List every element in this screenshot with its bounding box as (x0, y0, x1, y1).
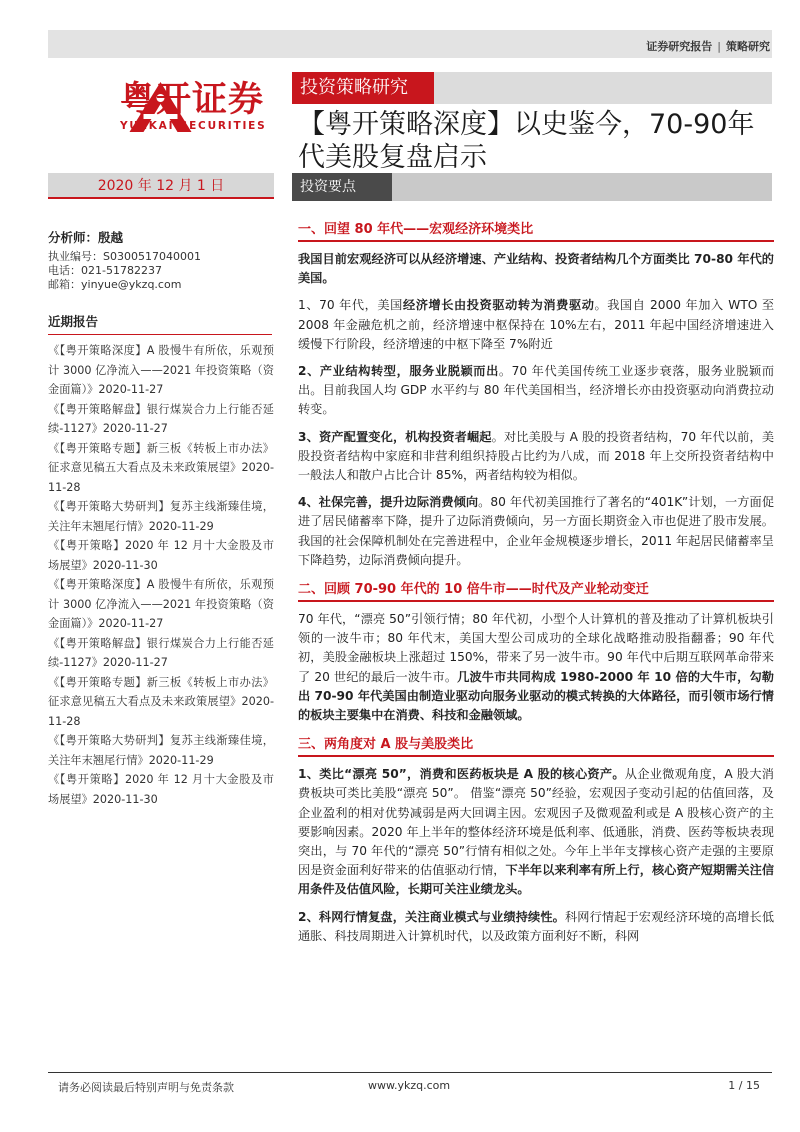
section-1-intro-text: 我国目前宏观经济可以从经济增速、产业结构、投资者结构几个方面类比 70-80 年代的美国。 (298, 252, 774, 286)
footer-divider (48, 1072, 772, 1073)
text-run: 。70 年代美国传统工业逐步衰落，服务业脱颖而出。目前我国人均 GDP 水平约与 80 年代美国相当，经济增长亦由投资驱动向消费拉动转变。 (298, 364, 775, 417)
section-2-body (298, 610, 774, 725)
section-1-heading: 一、回望 80 年代——宏观经济环境类比 (298, 218, 774, 242)
list-item[interactable]: 《【粤开策略解盘】银行煤炭合力上行能否延续-1127》2020-11-27 (48, 402, 274, 435)
list-item[interactable]: 《【粤开策略大势研判】复苏主线渐臻佳境，关注年末翘尾行情》2020-11-29 (48, 734, 274, 767)
report-title: 【粤开策略深度】以史鉴今，70-90年代美股复盘启示 (298, 109, 755, 173)
list-item[interactable]: 《【粤开策略专题】新三板《转板上市办法》征求意见稿五大看点及未来政策展望》2020-11-28 (48, 675, 274, 728)
text-run-bold: 1、类比“漂亮 50”，消费和医药板块是 A 股的核心资产。 (298, 767, 625, 782)
text-run-bold: 2、产业结构转型，服务业脱颖而出 (298, 364, 499, 379)
header-report-type (646, 38, 770, 54)
section-3-point-1 (298, 765, 774, 899)
list-item[interactable]: 《【粤开策略大势研判】复苏主线渐臻佳境，关注年末翘尾行情》2020-11-29 (48, 500, 274, 533)
text-run-bold: 几波牛市共同构成 1980-2000 年 10 倍的大牛市，勾勒出 70-90 年代美国由制造业驱动向服务业驱动的模式转换的大体路径，而引领市场行情的板块主要集中在消费、科技和金融领域。 (298, 669, 774, 723)
footer-disclaimer[interactable]: 请务必阅读最后特别声明与免责条款 (58, 1081, 234, 1094)
text-run: 70 年代，“漂亮 50”引领行情；80 年代初，小型个人计算机的普及推动了计算机板块引领的一波牛市；80 年代末，美国大型公司成功的全球化战略推动股指翻番；90 年代初，美股金融板块上涨超过 150%，带来了另一波牛市。90 年代中后期互联网革命带来了 20 世纪的最后一波牛市。 (298, 612, 774, 684)
key-points-bar-fill (392, 173, 772, 201)
text-run: 科网行情起于宏观经济环境的高增长低通胀、科技周期进入计算机时代，以及政策方面利好不断，科网 (298, 909, 775, 943)
section-3-heading: 三、两角度对 A 股与美股类比 (298, 733, 774, 757)
analyst-email[interactable]: 邮箱：yinyue@ykzq.com (48, 278, 182, 291)
section-1-point-4 (298, 493, 774, 570)
report-date: 2020 年 12 月 1 日 (48, 173, 274, 199)
text-run-bold: 下半年以来利率有所上行，核心资产短期需关注信用条件及估值风险，长期可关注业绩龙头。 (298, 863, 775, 897)
analyst-phone: 电话：021-51782237 (48, 264, 162, 277)
section-1-point-1 (298, 296, 774, 354)
report-category: 投资策略研究 (292, 72, 434, 104)
list-item[interactable]: 《【粤开策略】2020 年 12 月十大金股及市场展望》2020-11-30 (48, 773, 274, 806)
header-separator: | (717, 40, 721, 53)
sidebar (48, 228, 274, 809)
analyst-license: 执业编号：S0300517040001 (48, 250, 201, 263)
text-run-bold: 2、科网行情复盘，关注商业模式与业绩持续性。 (298, 909, 565, 924)
text-run-bold: 3、资产配置变化，机构投资者崛起 (298, 429, 492, 444)
brand-name-en: YUEKAI SECURITIES (120, 120, 267, 132)
text-run-bold: 经济增长由投资驱动转为消费驱动 (402, 298, 595, 313)
section-3-point-2 (298, 908, 774, 946)
list-item[interactable]: 《【粤开策略】2020 年 12 月十大金股及市场展望》2020-11-30 (48, 539, 274, 572)
text-run: 。80 年代初美国推行了著名的“401K”计划，一方面促进了居民储蓄率下降，提升了边际消费倾向，另一方面长期资金入市也促进了股市发展。我国的社会保障机制处在完善进程中，企业年金规模逐步增长，2011 年起居民储蓄率呈下降趋势，边际消费倾向提升。 (298, 495, 775, 567)
footer-page-number: 1 / 15 (728, 1079, 760, 1092)
section-1-point-2 (298, 362, 774, 420)
section-2-heading: 二、回顾 70-90 年代的 10 倍牛市——时代及产业轮动变迁 (298, 578, 774, 602)
text-run: 从企业微观角度，A 股大消费板块可类比美股“漂亮 50”。 借鉴“漂亮 50”经验，宏观因子变动引起的估值回落，及企业盈利的相对优势减弱是两大回调主因。宏观因子及微观盈利或是 A 股核心资产的主要影响因素。2020 年上半年的整体经济环境是低利率、低通胀，消费、医药等板块表现突出，与 70 年代的“漂亮 50”行情有相似之处。今年上半年支撑核心资产走强的主要原因是资金面利好带来的估值驱动行情， (298, 767, 774, 878)
key-points-label: 投资要点 (292, 173, 392, 201)
recent-reports-title: 近期报告 (48, 312, 272, 335)
list-item[interactable]: 《【粤开策略深度】A 股慢牛有所依，乐观预计 3000 亿净流入——2021 年投资策略（资金面篇）》2020-11-27 (48, 578, 274, 630)
header-category: 证券研究报告 (646, 40, 713, 53)
key-points-bar (292, 173, 772, 201)
list-item[interactable]: 《【粤开策略解盘】银行煤炭合力上行能否延续-1127》2020-11-27 (48, 636, 274, 669)
category-bar-fill (434, 72, 772, 104)
section-1-intro (298, 250, 774, 288)
main-content (298, 218, 774, 954)
analyst-name: 分析师：殷越 (48, 230, 124, 245)
brand-name-cn: 粤开证券 (120, 80, 265, 120)
header-type: 策略研究 (726, 40, 770, 53)
text-run: 1、70 年代，美国 (298, 298, 403, 313)
report-category-bar (292, 72, 772, 104)
text-run: 。我国自 2000 年加入 WTO 至 2008 年金融危机之前，经济增速中枢保持在 10%左右，2011 年起中国经济增速进入缓慢下行阶段，经济增速的中枢下降至 7%附近 (298, 298, 775, 351)
text-run: 。对比美股与 A 股的投资者结构，70 年代以前，美股投资者结构中家庭和非营利组织持股占比约为八成，而 2018 年上交所投资者结构中一般法人和散户占比合计 85%，两者结构较为相似。 (298, 429, 775, 483)
footer-website[interactable]: www.ykzq.com (368, 1079, 451, 1092)
list-item[interactable]: 《【粤开策略专题】新三板《转板上市办法》征求意见稿五大看点及未来政策展望》2020-11-28 (48, 441, 274, 494)
recent-reports-list (48, 341, 274, 809)
text-run-bold: 4、社保完善，提升边际消费倾向 (298, 495, 479, 510)
section-1-point-3 (298, 428, 774, 486)
list-item[interactable]: 《【粤开策略深度】A 股慢牛有所依，乐观预计 3000 亿净流入——2021 年投资策略（资金面篇）》2020-11-27 (48, 344, 274, 396)
